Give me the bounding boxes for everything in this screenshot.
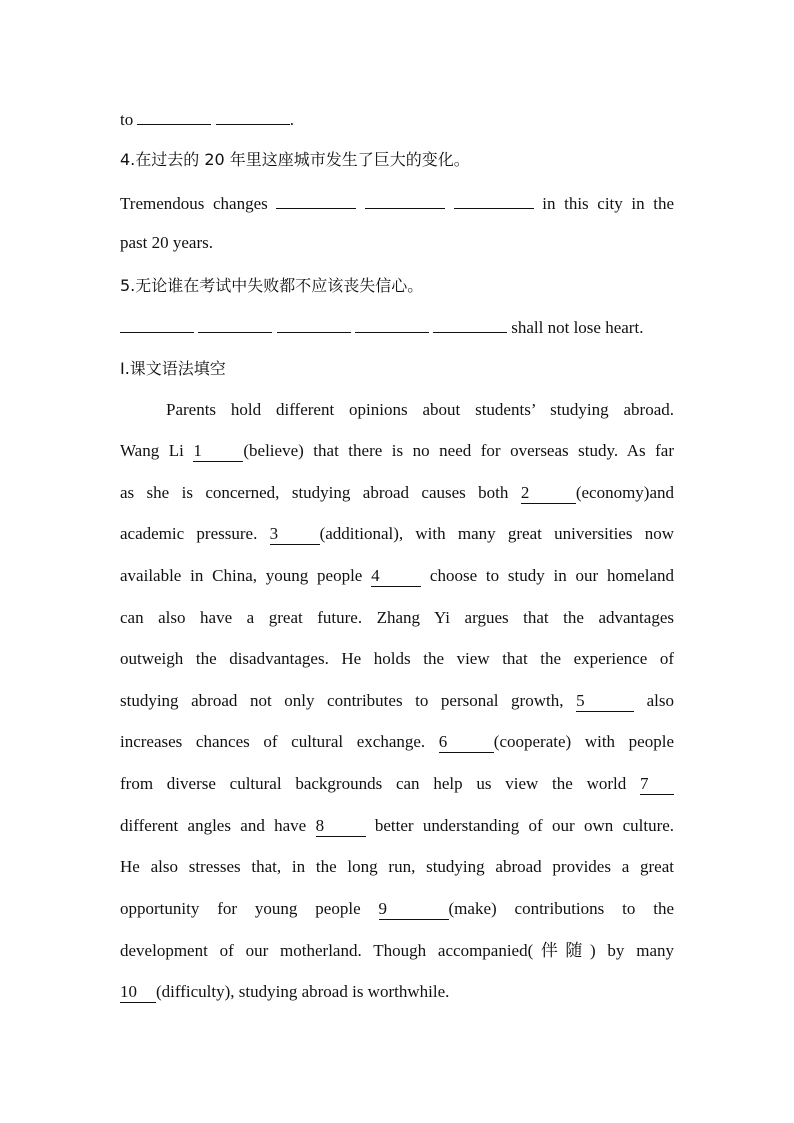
blank-5[interactable]: 5: [576, 691, 634, 712]
blank-10[interactable]: 10: [120, 982, 156, 1003]
q5-prompt: 5.无论谁在考试中失败都不应该丧失信心。: [120, 276, 424, 295]
q4-continuation: past 20 years.: [120, 233, 214, 252]
blank-2[interactable]: 2: [521, 483, 576, 504]
q3-start: to: [120, 110, 134, 129]
passage-text: (difficulty), studying abroad is worthwhile.: [156, 982, 450, 1001]
answer-blank[interactable]: [365, 190, 445, 209]
passage-text: (cooperate) with people: [493, 732, 674, 751]
q3-end: .: [289, 110, 294, 129]
passage-text: also: [646, 691, 675, 710]
q4-answer-line: [120, 190, 674, 214]
answer-blank[interactable]: [120, 314, 194, 333]
answer-blank[interactable]: [454, 190, 534, 209]
answer-blank[interactable]: [198, 314, 272, 333]
q4-prompt: 4.在过去的 20 年里这座城市发生了巨大的变化。: [120, 150, 470, 169]
passage-text: (additional), with many great universities now: [319, 524, 674, 543]
section-title: Ⅰ.课文语法填空: [120, 359, 226, 378]
passage-line: [120, 772, 674, 796]
passage-line: [120, 814, 674, 838]
passage-line: [120, 481, 674, 505]
passage-text: academic pressure.: [120, 524, 258, 543]
passage-text: as she is concerned, studying abroad causes both: [120, 483, 509, 502]
passage-line: [120, 439, 674, 463]
q4-end: in this city in the: [542, 194, 674, 213]
passage-text: increases chances of cultural exchange.: [120, 732, 426, 751]
answer-blank[interactable]: [137, 106, 211, 125]
passage-text: studying abroad not only contributes to personal growth,: [120, 691, 564, 710]
passage-line: [120, 939, 674, 963]
passage-text: opportunity for young people: [120, 899, 361, 918]
q5-answer-line: [120, 314, 674, 338]
blank-7[interactable]: 7: [640, 774, 674, 795]
answer-blank[interactable]: [433, 314, 507, 333]
passage-line: [120, 730, 674, 754]
passage-line: [120, 897, 674, 921]
q3-answer-line: [120, 106, 674, 130]
answer-blank[interactable]: [216, 106, 290, 125]
passage-line: can also have a great future. Zhang Yi argues that the advantages: [120, 608, 674, 627]
blank-3[interactable]: 3: [270, 524, 320, 545]
answer-blank[interactable]: [276, 190, 356, 209]
passage-line: [120, 522, 674, 546]
passage-line: [120, 980, 674, 1004]
passage-text: from diverse cultural backgrounds can help us view the world: [120, 774, 627, 793]
passage-text: (believe) that there is no need for overseas study. As far: [243, 441, 674, 460]
passage-text: different angles and have: [120, 816, 307, 835]
passage-text: Wang Li: [120, 441, 184, 460]
answer-blank[interactable]: [277, 314, 351, 333]
passage-line: [120, 564, 674, 588]
passage-text: (economy)and: [575, 483, 675, 502]
blank-1[interactable]: 1: [193, 441, 243, 462]
passage-text: available in China, young people: [120, 566, 363, 585]
passage-text: choose to study in our homeland: [429, 566, 674, 585]
passage-text: development of our motherland. Though accompanied(伴随) by many: [120, 941, 674, 960]
passage-text: better understanding of our own culture.: [374, 816, 675, 835]
q5-end: shall not lose heart.: [511, 318, 644, 337]
passage-text: Parents hold different opinions about students’ studying abroad.: [166, 400, 674, 419]
q4-start: Tremendous changes: [120, 194, 268, 213]
answer-blank[interactable]: [355, 314, 429, 333]
passage-line: [120, 398, 674, 422]
blank-9[interactable]: 9: [379, 899, 449, 920]
blank-8[interactable]: 8: [316, 816, 366, 837]
blank-4[interactable]: 4: [371, 566, 421, 587]
passage-line: [120, 689, 674, 713]
passage-text: (make) contributions to the: [448, 899, 675, 918]
passage-line: outweigh the disadvantages. He holds the view that the experience of: [120, 649, 674, 668]
passage-line: He also stresses that, in the long run, studying abroad provides a great: [120, 857, 674, 876]
blank-6[interactable]: 6: [439, 732, 494, 753]
